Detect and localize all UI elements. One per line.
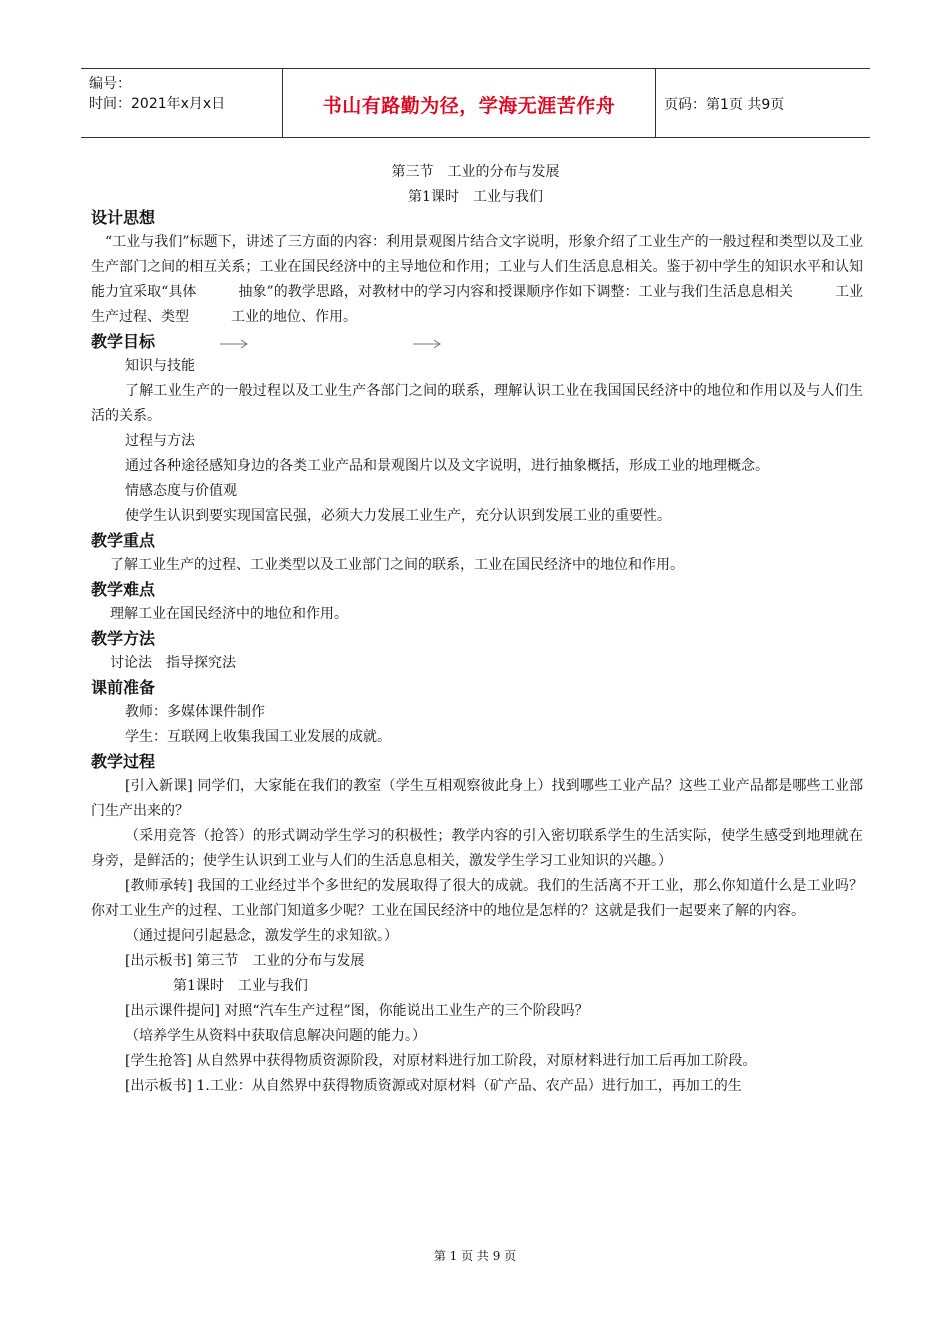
time-label: 时间：2021年x月x日 [89,96,226,112]
prep-student: 学生：互联网上收集我国工业发展的成就。 [125,729,391,745]
page-footer: 第 1 页 共 9 页 [433,1249,517,1263]
process-paragraph: （通过提问引起悬念，激发学生的求知欲。） [125,928,398,944]
header-right-cell [656,69,870,137]
process-paragraph: [教师承转] 我国的工业经过半个多世纪的发展取得了很大的成就。我们的生活离不开工业，那么你知道什么是工业吗？你对工业生产的过程、工业部门知道多少呢？工业在国民经济中的地位是怎样的？这就是我们一起要来了解的内容。 [91,878,863,919]
goal-emotion-text: 使学生认识到要实现国富民强，必须大力发展工业生产，充分认识到发展工业的重要性。 [125,508,671,524]
goal-process-title: 过程与方法 [125,433,195,449]
difficulty-text: 理解工业在国民经济中的地位和作用。 [110,606,348,622]
section-title: 第三节 工业的分布与发展 [391,164,560,180]
goal-emotion-title: 情感态度与价值观 [125,483,237,499]
number-label: 编号： [89,76,131,92]
process-paragraph: [学生抢答] 从自然界中获得物质资源阶段，对原材料进行加工阶段，对原材料进行加工后再加工阶段。 [125,1053,757,1069]
heading-prep: 课前准备 [91,678,156,697]
goal-process-text: 通过各种途径感知身边的各类工业产品和景观图片以及文字说明，进行抽象概括，形成工业的地理概念。 [125,458,769,474]
heading-key: 教学重点 [91,531,156,550]
process-paragraph: [出示课件提问] 对照“汽车生产过程”图，你能说出工业生产的三个阶段吗？ [125,1003,589,1019]
key-text: 了解工业生产的过程、工业类型以及工业部门之间的联系，工业在国民经济中的地位和作用。 [110,557,684,573]
goal-knowledge-title: 知识与技能 [125,358,195,374]
lesson-title: 第1课时 工业与我们 [408,189,543,205]
heading-method: 教学方法 [91,629,156,648]
prep-teacher: 教师：多媒体课件制作 [125,704,265,720]
design-paragraph: “工业与我们”标题下，讲述了三方面的内容：利用景观图片结合文字说明，形象介绍了工业生产的一般过程和类型以及工业生产部门之间的相互关系；工业在国民经济中的主导地位和作用；工业与人们生活息息相关。鉴于初中学生的知识水平和认知能力宜采取“具体 抽象”的教学思路，对教材中的学习内容和授课顺序作如下调整：工业与我们生活息息相关 工业生产过程、类型 工业的地位、作用。 [91,234,863,325]
process-paragraph: [引入新课] 同学们，大家能在我们的教室（学生互相观察彼此身上）找到哪些工业产品？这些工业产品都是哪些工业部门生产出来的？ [91,778,863,819]
process-paragraph: （培养学生从资料中获取信息解决问题的能力。） [125,1028,426,1044]
process-paragraph: [出示板书] 1.工业：从自然界中获得物质资源或对原材料（矿产品、农产品）进行加工，再加工的生 [125,1078,742,1094]
heading-goals: 教学目标 [91,332,156,351]
document-body [91,206,863,1099]
page-info: 页码：第1页 共9页 [664,97,785,113]
process-paragraph: （采用竞答（抢答）的形式调动学生学习的积极性；教学内容的引入密切联系学生的生活实际，使学生感受到地理就在身旁，是鲜活的；使学生认识到工业与人们的生活息息相关，激发学生学习工业知识的兴趣。） [91,828,863,869]
header-left-cell [81,69,283,137]
heading-process: 教学过程 [91,752,156,771]
process-paragraph: 第1课时 工业与我们 [173,978,308,994]
method-text: 讨论法 指导探究法 [110,655,236,671]
motto-text: 书山有路勤为径，学海无涯苦作舟 [322,95,616,117]
heading-design: 设计思想 [91,208,156,227]
heading-difficulty: 教学难点 [91,580,156,599]
process-paragraph: [出示板书] 第三节 工业的分布与发展 [125,953,365,969]
page-header [81,68,870,138]
goal-knowledge-text: 了解工业生产的一般过程以及工业生产各部门之间的联系，理解认识工业在我国国民经济中的地位和作用以及与人们生活的关系。 [91,383,863,424]
header-motto-cell [283,69,656,137]
